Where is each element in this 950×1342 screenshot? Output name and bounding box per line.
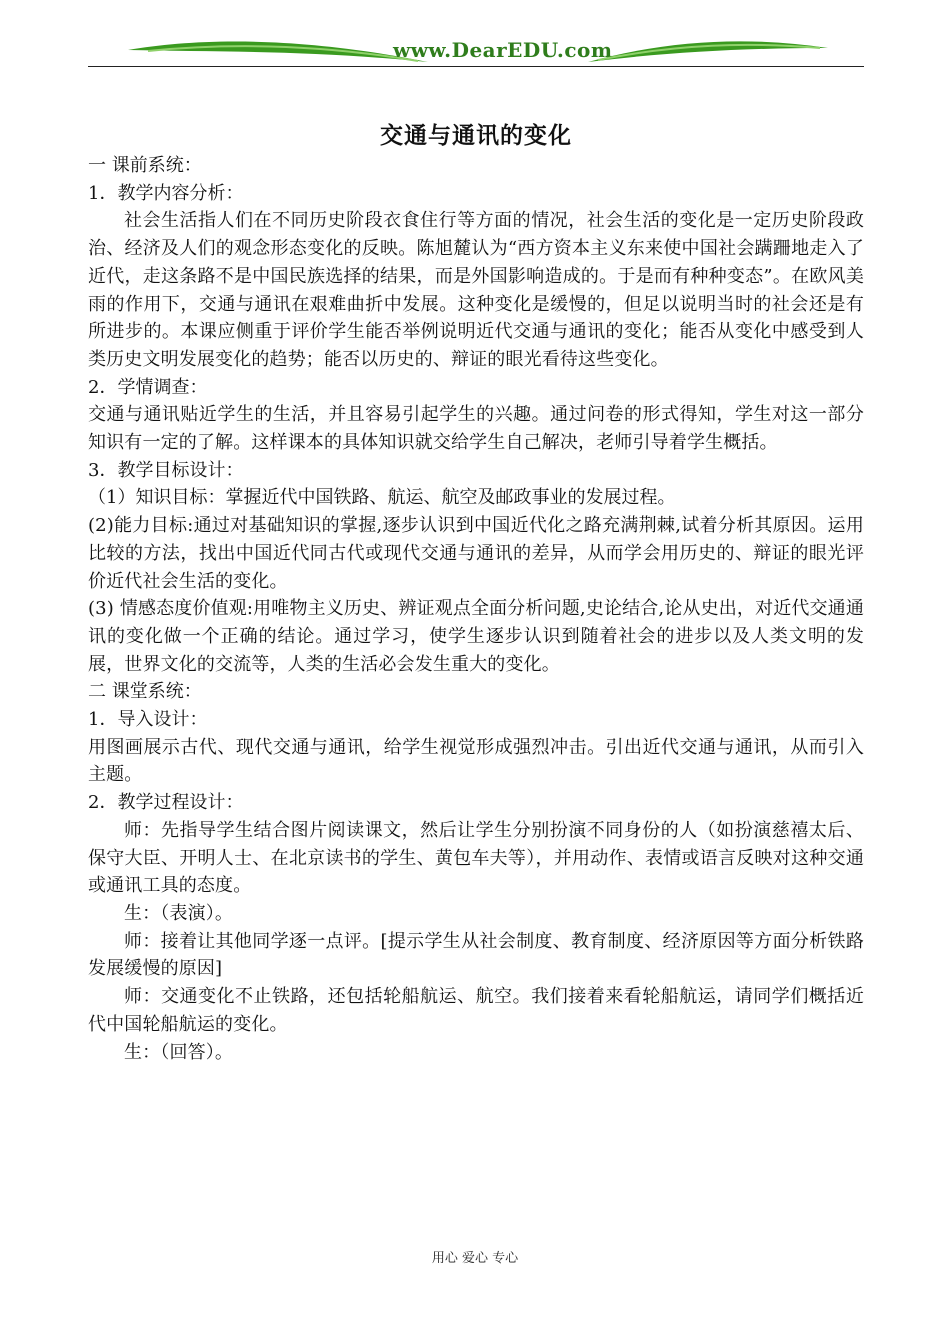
document-body (88, 118, 864, 1066)
section-heading: 2．学情调查： (88, 376, 208, 398)
paragraph: 师：先指导学生结合图片阅读课文，然后让学生分别扮演不同身份的人（如扮演慈禧太后、保守大臣、开明人士、在北京读书的学生、黄包车夫等），并用动作、表情或语言反映对这种交通或通讯工具的态度。 (88, 819, 864, 897)
document-blocks (88, 152, 864, 1066)
paragraph: (3) 情感态度价值观:用唯物主义历史、辨证观点全面分析问题,史论结合,论从史出，对近代交通通讯的变化做一个正确的结论。通过学习，使学生逐步认识到随着社会的进步以及人类文明的发展，世界文化的交流等，人类的生活必会发生重大的变化。 (88, 598, 864, 675)
page-footer: 用心 爱心 专心 (431, 1251, 519, 1266)
paragraph: 师：交通变化不止铁路，还包括轮船航运、航空。我们接着来看轮船航运，请同学们概括近代中国轮船航运的变化。 (88, 986, 864, 1035)
section-heading: 1．教学内容分析： (88, 182, 244, 204)
site-header (88, 28, 864, 68)
paragraph: 社会生活指人们在不同历史阶段衣食住行等方面的情况，社会生活的变化是一定历史阶段政治、经济及人们的观念形态变化的反映。陈旭麓认为“西方资本主义东来使中国社会蹒跚地走入了近代，走这条路不是中国民族选择的结果，而是外国影响造成的。于是而有种种变态”。在欧风美雨的作用下，交通与通讯在艰难曲折中发展。这种变化是缓慢的，但足以说明当时的社会还是有所进步的。本课应侧重于评价学生能否举例说明近代交通与通讯的变化；能否从变化中感受到人类历史文明发展变化的趋势；能否以历史的、辩证的眼光看待这些变化。 (88, 210, 864, 370)
site-name: www.DearEDU.com (393, 38, 613, 62)
paragraph: 交通与通讯贴近学生的生活，并且容易引起学生的兴趣。通过问卷的形式得知，学生对这一部分知识有一定的了解。这样课本的具体知识就交给学生自己解决，老师引导着学生概括。 (88, 404, 864, 454)
section-heading: 3．教学目标设计： (88, 459, 244, 481)
left-leaf-swoosh-icon (128, 34, 428, 68)
section-heading: （1）知识目标：掌握近代中国铁路、航运、航空及邮政事业的发展过程。 (88, 487, 676, 509)
section-heading: 一 课前系统： (88, 155, 202, 176)
paragraph: 生：（回答）。 (124, 1041, 234, 1063)
right-leaf-swoosh-icon (588, 34, 828, 68)
paragraph: 用图画展示古代、现代交通与通讯，给学生视觉形成强烈冲击。引出近代交通与通讯，从而引入主题。 (88, 736, 864, 786)
document-title: 交通与通讯的变化 (380, 122, 572, 149)
section-heading: 2．教学过程设计： (88, 792, 244, 814)
section-heading: 二 课堂系统： (88, 681, 202, 703)
section-heading: 1．导入设计： (88, 709, 208, 731)
paragraph: 生：（表演）。 (124, 902, 234, 924)
paragraph: 师：接着让其他同学逐一点评。[提示学生从社会制度、教育制度、经济原因等方面分析铁路发展缓慢的原因] (88, 930, 864, 980)
paragraph: (2)能力目标:通过对基础知识的掌握,逐步认识到中国近代化之路充满荆棘,试着分析其原因。运用比较的方法，找出中国近代同古代或现代交通与通讯的差异，从而学会用历史的、辩证的眼光评价近代社会生活的变化。 (88, 515, 864, 592)
header-divider (88, 66, 864, 67)
